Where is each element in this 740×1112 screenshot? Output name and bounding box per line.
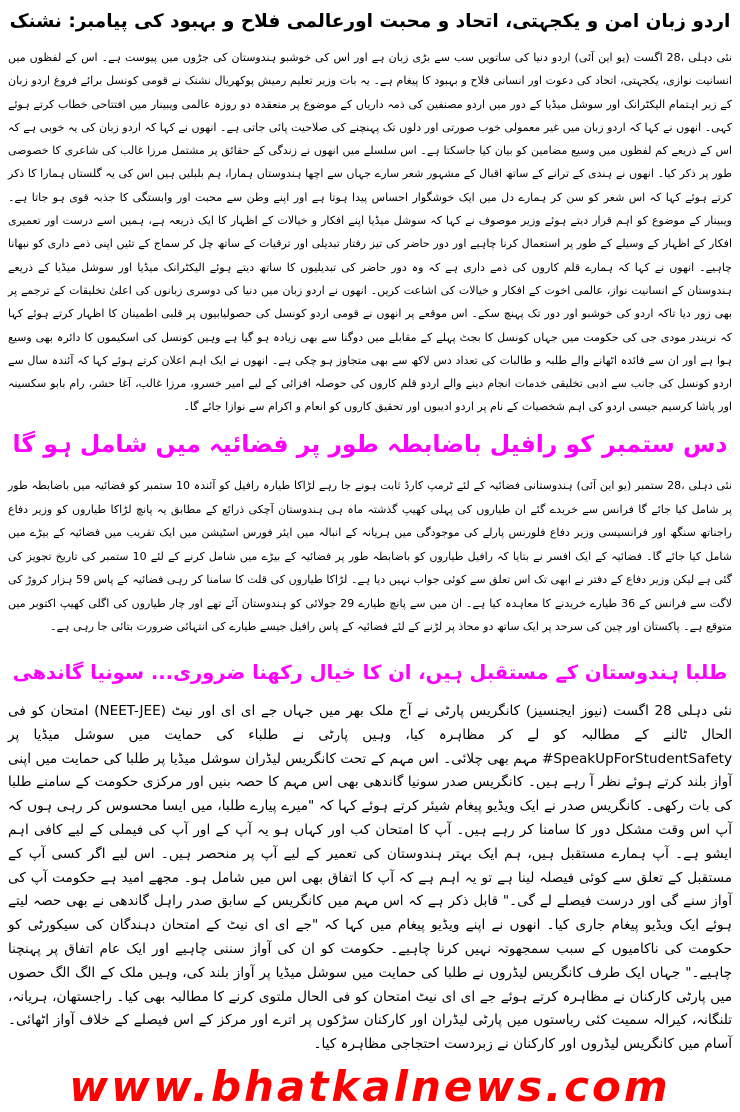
article-2-headline: دس ستمبر کو رافیل باضابطہ طور پر فضائیہ میں شامل ہو گا [12, 430, 728, 458]
article-1-text: نئی دہلی ،28 اگست (یو این آئی) اردو دنیا کی ساتویں سب سے بڑی زبان ہے اور اس کی خوشبو ہندوستان کی جڑوں میں پیوست ہے۔ اس کے لفظوں میں انسانیت نوازی، یکجہتی، اتحاد کی دعوت اور انسانی فلاح و بہبود کا پیغام ہے۔ یہ بات وزیر تعلیم رمیش پوکھریال نشنک نے قومی کونسل برائے فروغ اردو زبان کے زیر اہتمام الیکٹرانک اور سوشل میڈیا کے دور میں اردو مصنفین کی ذمہ داریاں کے موضوع پر منعقدہ دو روزہ عالمی ویبینار میں افتتاحی خطاب کرتے ہوئے کہی۔ انھوں نے کہا کہ اردو زبان میں غیر معمولی خوب صورتی اور دلوں تک پہنچنے کی صلاحیت پائی جاتی ہے۔ انھوں نے کہا کہ اردو زبان کی یہ خوبی ہے کہ اس کے ذریعے کم لفظوں میں وسیع مضامین کو بیان کیا جاسکتا ہے۔ اس سلسلے میں انھوں نے زندگی کے حقائق پر مشتمل مرزا غالب کی شاعری کا خصوصی طور پر ذکر کیا۔ انھوں نے ہندی کے ترانے کے ساتھ اقبال کے مشہور شعر سارے جہاں سے اچھا ہندوستاں ہمارا، ہم بلبلیں ہیں اس کی یہ گلستاں ہمارا کا ذکر کرتے ہوئے کہا کہ اس شعر کو سن کر ہمارے دل میں ایک خوشگوار احساس پیدا ہوتا ہے اور اپنے وطن سے محبت اور وابستگی کا جذبہ قوی ہو جاتا ہے۔ ویبینار کے موضوع کو اہم قرار دیتے ہوئے وزیر موصوف نے کہا کہ سوشل میڈیا اپنے افکار و خیالات کے اظہار کا ایک ذریعہ ہے، ہمیں اسے درست اور تعمیری افکار کے اظہار کے وسیلے کے طور پر استعمال کرنا چاہیے اور دور حاضر کی تیز رفتار تبدیلی اور ترقیات کے ساتھ چل کر سماج کے تئیں اپنی ذمے داری کو نبھانا چاہیے۔ انھوں نے کہا کہ ہمارے قلم کاروں کی ذمے داری ہے کہ وہ دور حاضر کی تبدیلیوں کا ساتھ دیتے ہوئے الیکٹرانک میڈیا اور سوشل میڈیا کے ذریعے ہندوستان کے انسانیت نواز، عالمی اخوت کے افکار و خیالات کی اشاعت کریں۔ انھوں نے اردو زبان میں دنیا کی دوسری زبانوں کی اعلیٰ تخلیقات کے ترجمے پر بھی زور دیا تاکہ اردو کی خوشبو اور دور تک پہنچ سکے۔ اس موقعے پر انھوں نے قومی اردو کونسل کی حصولیابیوں پر قلبی اطمینان کا اظہار کرتے ہوئے کہا کہ نریندر مودی جی کی حکومت میں جہاں کونسل کا بجٹ پہلے کے مقابلے میں دوگنا سے بھی زیادہ ہو گیا ہے وہیں کونسل کی اسکیموں کا دائرہ بھی وسیع ہوا ہے اور ان سے فائدہ اٹھانے والے طلبہ و طالبات کی تعداد دس لاکھ سے بھی متجاوز ہو چکی ہے۔ انھوں نے ایک اہم اعلان کرتے ہوئے کہا کہ آئندہ سال سے اردو کونسل کی جانب سے ادبی تخلیقی خدمات انجام دینے والے اردو قلم کاروں کی حوصلہ افزائی کے لیے امیر خسرو، مرزا غالب، آغا حشر، رام بابو سکسینہ اور پاشا کرسیم جیسی اردو کی اہم شخصیات کے نام پر اردو ادیبوں اور تحقیق کاروں کو انعام و اکرام سے نوازا جائے گا۔ [8, 51, 732, 414]
article-3-headline: طلبا ہندوستان کے مستقبل ہیں، ان کا خیال رکھنا ضروری... سونیا گاندھی [12, 661, 728, 684]
article-1-body [8, 46, 732, 418]
article-3-text: نئی دہلی 28 اگست (نیوز ایجنسیز) کانگریس پارٹی نے آج ملک بھر میں جہاں جے ای ای اور نیٹ (NEET-JEE) امتحان کو فی الحال ٹالنے کے مطالبہ کو لے کر مظاہرہ کیا، وہیں پارٹی نے طلباء کی حمایت میں سوشل میڈیا پر SpeakUpForStudentSafety# مہم بھی چلائی۔ اس مہم کے تحت کانگریس لیڈران سوشل میڈیا پر طلبا کی حمایت میں اپنی آواز بلند کرتے ہوئے نظر آ رہے ہیں۔ کانگریس صدر سونیا گاندھی بھی اس مہم کا حصہ بنیں اور مرکزی حکومت کے سامنے طلبا کی بات رکھی۔ کانگریس صدر نے ایک ویڈیو پیغام شیئر کرتے ہوئے کہا کہ "میرے پیارے طلبا، میں ایسا محسوس کر رہی ہوں کہ آپ اس وقت مشکل دور کا سامنا کر رہے ہیں۔ آپ کا امتحان کب اور کہاں ہو یہ آپ کے اور آپ کی فیملی کے لیے کافی اہم ایشو ہے۔ آپ ہمارے مستقبل ہیں، ہم ایک بہتر ہندوستان کی تعمیر کے لیے آپ پر منحصر ہیں۔ اس لیے اگر کسی آپ کے مستقبل کے تعلق سے کوئی فیصلہ لینا ہے تو یہ اہم ہے کہ آپ کا اتفاق بھی اس میں شامل ہو۔ مجھے امید ہے حکومت آپ کی آواز سنے گی اور درست فیصلے لے گی۔" قابل ذکر ہے کہ اس مہم میں کانگریس کے سابق صدر راہل گاندھی نے بھی حصہ لیتے ہوئے ایک ویڈیو پیغام جاری کیا۔ انھوں نے اپنے ویڈیو پیغام میں کہا کہ "جے ای ای نیٹ کے امتحان دہندگان کی سیکورٹی کو حکومت کی ناکامیوں کے سبب سمجھوتہ نہیں کرنا چاہیے۔ حکومت کو ان کی آواز سننی چاہیے اور ایک عام اتفاق پر پہنچنا چاہیے۔" جہاں ایک طرف کانگریس لیڈروں نے طلبا کی حمایت میں سوشل میڈیا پر آواز بلند کی، وہیں ملک کے الگ الگ حصوں میں پارٹی کارکنان نے مظاہرہ کرتے ہوئے جے ای ای نیٹ امتحان کو فی الحال ملتوی کرنے کا مطالبہ بھی کیا۔ راجستھان، ہریانہ، تلنگانہ، کیرالہ سمیت کئی ریاستوں میں پارٹی لیڈران اور کارکنان سڑکوں پر اترے اور مرکز کے اس فیصلے کے خلاف آواز اٹھائی۔ آسام میں کانگریس لیڈروں اور کارکنان نے زبردست احتجاجی مظاہرہ کیا۔ [8, 703, 733, 1053]
article-2-text: نئی دہلی ،28 ستمبر (یو این آئی) ہندوستانی فضائیہ کے لئے ٹرمپ کارڈ ثابت ہونے جا رہے لڑاکا طیارہ رافیل کو آئندہ 10 ستمبر کو فضائیہ میں باضابطہ طور پر شامل کیا جائے گا فرانس سے خریدے گئے ان طیاروں کی پہلی کھیپ گذشتہ ماہ ہی ہندوستان آچکی ذرائع کے مطابق یہ پانچ لڑاکا طیاروں کو وزیر دفاع راجناتھ سنگھ اور فرانسیسی وزیر دفاع فلورنس پارلے کی موجودگی میں ہریانہ کے انبالہ میں ایئر فورس اسٹیشن میں ایک تقریب میں فضائیہ کے بیڑے میں شامل کیا جائے گا۔ فضائیہ کے ایک افسر نے بتایا کہ رافیل طیاروں کو باضابطہ طور پر فضائیہ کے بیڑے میں شامل کرنے کے لئے 10 ستمبر کی تاریخ تجویز کی گئی ہے لیکن وزیر دفاع کے دفتر نے ابھی تک اس تعلق سے کوئی جواب نہیں دیا ہے۔ لڑاکا طیاروں کی قلت کا سامنا کر رہی فضائیہ کے پاس 59 ہزار کروڑ کی لاگت سے فرانس کے 36 طیارے خریدنے کا معاہدہ کیا ہے۔ ان میں سے پانچ طیارے 29 جولائی کو ہندوستان آئے تھے اور چار طیاروں کی اگلی کھیپ اکتوبر میں متوقع ہے۔ پاکستان اور چین کی سرحد پر ایک ساتھ دو محاذ پر لڑنے کے لئے فضائیہ کے پاس رافیل جیسے طیارے کی انتہائی ضرورت بتائی جا رہی ہے۔ [8, 479, 732, 633]
article-2-body [8, 474, 732, 646]
article-3-body [8, 700, 732, 1062]
article-1-headline: اردو زبان امن و یکجہتی، اتحاد و محبت اورعالمی فلاح و بہبود کی پیامبر: نشنک [9, 11, 731, 32]
website-link[interactable]: www.bhatkalnews.com [69, 1062, 671, 1111]
